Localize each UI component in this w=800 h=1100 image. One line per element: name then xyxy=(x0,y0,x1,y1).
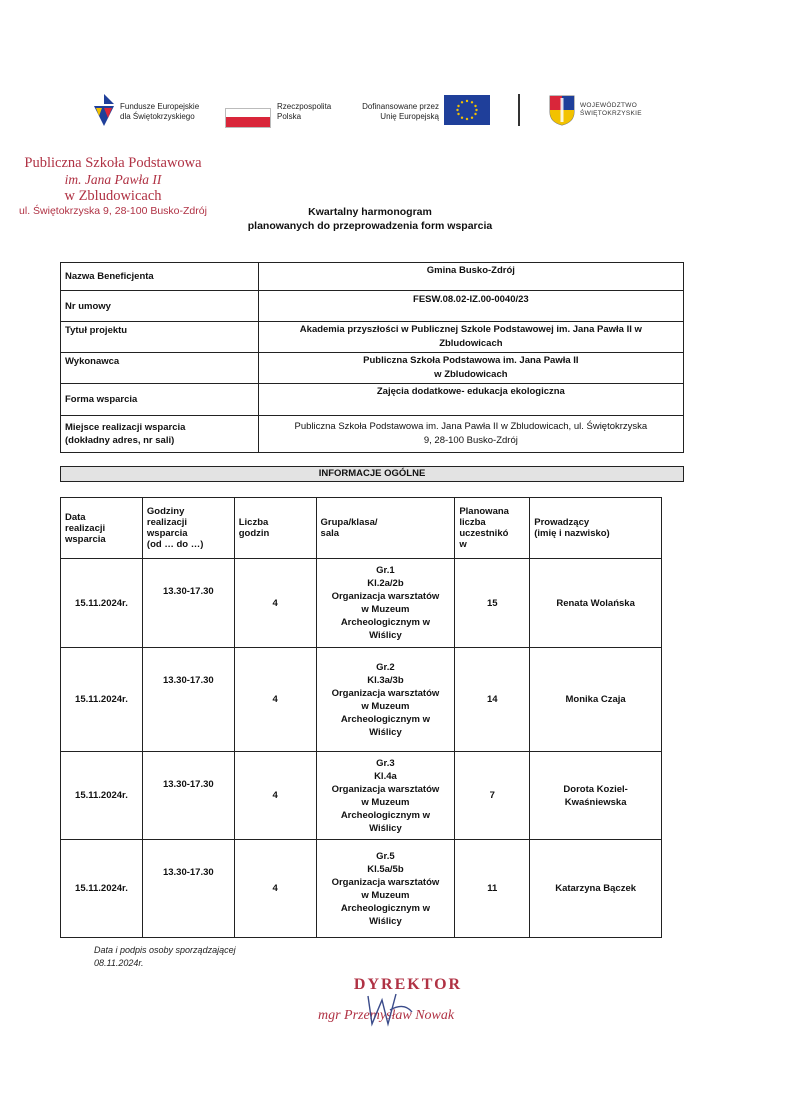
info-row xyxy=(61,384,684,416)
director-title: DYREKTOR xyxy=(353,976,463,993)
eu-flag-icon xyxy=(444,95,490,125)
school-stamp xyxy=(18,155,208,217)
info-value: FESW.08.02-IZ.00-0040/23 xyxy=(258,291,683,322)
header-line: Planowana xyxy=(459,506,509,517)
info-value-line2: Zbludowicach xyxy=(439,338,503,349)
cell-hours: 13.30-17.30 xyxy=(142,559,234,648)
info-value-line2: w Zbludowicach xyxy=(434,369,508,380)
cell-date: 15.11.2024r. xyxy=(61,840,143,938)
schedule-table xyxy=(60,497,662,938)
cell-group-line: Gr.3 xyxy=(376,757,395,769)
header-leader xyxy=(530,498,662,559)
cell-participants: 15 xyxy=(455,559,530,648)
cell-date: 15.11.2024r. xyxy=(61,752,143,840)
cell-leader xyxy=(530,840,662,938)
stamp-line1: Publiczna Szkoła Podstawowa xyxy=(24,155,202,171)
info-row xyxy=(61,291,684,322)
header-hours xyxy=(142,498,234,559)
info-value: Gmina Busko-Zdrój xyxy=(258,263,683,291)
info-value: Zajęcia dodatkowe- edukacja ekologiczna xyxy=(258,384,683,416)
header-date xyxy=(61,498,143,559)
cell-count: 4 xyxy=(234,648,316,752)
header-line: uczestnikó xyxy=(459,528,509,539)
cell-group-line: w Muzeum xyxy=(361,796,410,808)
header-line: realizacji xyxy=(65,522,106,534)
cell-leader-line: Kwaśniewska xyxy=(564,796,627,808)
header-line: Liczba xyxy=(238,517,269,528)
info-label: Miejsce realizacji wsparcia (dokładny adres, nr sali) xyxy=(61,416,259,453)
info-value-line1: Akademia przyszłości w Publicznej Szkole Podstawowej im. Jana Pawła II w xyxy=(299,324,642,335)
cell-hours: 13.30-17.30 xyxy=(142,840,234,938)
cell-group-line: Kl.5a/5b xyxy=(367,863,404,875)
cell-group-line: Wiślicy xyxy=(369,915,402,927)
stamp-line3: w Zbludowicach xyxy=(64,188,162,204)
director-signature-icon xyxy=(360,990,420,1030)
info-value xyxy=(258,416,683,453)
info-row xyxy=(61,263,684,291)
cell-date: 15.11.2024r. xyxy=(61,559,143,648)
info-table xyxy=(60,262,684,453)
info-value-line1: Publiczna Szkoła Podstawowa im. Jana Pawła II w Zbludowicach, ul. Świętokrzyska xyxy=(294,421,648,432)
info-label: Wykonawca xyxy=(61,353,259,384)
cell-count: 4 xyxy=(234,559,316,648)
cell-leader-line: Renata Wolańska xyxy=(556,597,635,609)
preparer-date: 08.11.2024r. xyxy=(94,958,144,968)
cell-group-line: Gr.1 xyxy=(376,565,395,576)
header-line: wsparcia xyxy=(146,528,188,539)
header-line: wsparcia xyxy=(65,533,106,545)
rp-flag-icon xyxy=(225,108,271,128)
document-title xyxy=(200,205,540,233)
cell-group-line: w Muzeum xyxy=(361,604,410,615)
rp-logo-line1: Rzeczpospolita xyxy=(277,102,332,111)
header-line: (imię i nazwisko) xyxy=(534,528,610,539)
header-line: w xyxy=(459,539,467,550)
schedule-row xyxy=(61,840,662,938)
cell-group-line: Wiślicy xyxy=(369,630,402,641)
title-line1: Kwartalny harmonogram xyxy=(308,206,432,218)
header-participants xyxy=(455,498,530,559)
info-label: Forma wsparcia xyxy=(61,384,259,416)
preparer-signature-block xyxy=(94,944,236,970)
director-name: mgr Przemysław Nowak xyxy=(318,1008,455,1023)
header-group xyxy=(316,498,455,559)
cell-group-line: Organizacja warsztatów xyxy=(331,783,440,795)
cell-leader xyxy=(530,648,662,752)
preparer-caption: Data i podpis osoby sporządzającej xyxy=(94,945,236,955)
header-line: liczba xyxy=(459,517,486,528)
woj-logo-line1: WOJEWÓDZTWO xyxy=(580,102,638,109)
stamp-line2: im. Jana Pawła II xyxy=(64,172,162,187)
header-line: Godziny xyxy=(146,506,185,517)
cell-group xyxy=(316,840,455,938)
header-line: realizacji xyxy=(146,517,188,528)
fe-logo-line2: dla Świętokrzyskiego xyxy=(120,112,195,121)
info-value xyxy=(258,353,683,384)
cell-leader xyxy=(530,559,662,648)
header-line: Prowadzący xyxy=(534,517,590,528)
cell-leader-line: Katarzyna Bączek xyxy=(555,883,637,894)
cell-group-line: Wiślicy xyxy=(369,822,402,834)
cell-group-line: Archeologicznym w xyxy=(340,617,431,628)
fe-logo-line1: Fundusze Europejskie xyxy=(120,102,200,111)
ue-logo-line2: Unię Europejską xyxy=(380,112,439,121)
cell-count: 4 xyxy=(234,840,316,938)
info-value xyxy=(258,322,683,353)
cell-group-line: Wiślicy xyxy=(369,726,402,738)
cell-participants: 7 xyxy=(455,752,530,840)
fundusze-europejskie-logo-icon xyxy=(92,94,116,126)
cell-count: 4 xyxy=(234,752,316,840)
stamp-line4: ul. Świętokrzyska 9, 28-100 Busko-Zdrój xyxy=(19,205,207,217)
cell-group-line: Organizacja warsztatów xyxy=(331,687,440,699)
logo-divider xyxy=(518,94,520,126)
header-line: Data xyxy=(65,511,86,523)
cell-hours: 13.30-17.30 xyxy=(142,648,234,752)
cell-group-line: Gr.2 xyxy=(376,661,395,673)
cell-group-line: Archeologicznym w xyxy=(340,902,431,914)
cell-group-line: w Muzeum xyxy=(361,889,410,901)
logo-strip xyxy=(90,90,650,130)
ue-logo-line1: Dofinansowane przez xyxy=(362,102,439,111)
header-line: sala xyxy=(320,528,340,539)
wojewodztwo-crest-icon xyxy=(548,94,576,126)
cell-leader xyxy=(530,752,662,840)
info-value-line1: Publiczna Szkoła Podstawowa im. Jana Pawła II xyxy=(363,355,579,366)
cell-leader-line: Dorota Koziel- xyxy=(563,783,628,795)
info-label: Nr umowy xyxy=(61,291,259,322)
cell-group-line: Organizacja warsztatów xyxy=(331,591,440,602)
info-row xyxy=(61,416,684,453)
header-line: godzin xyxy=(238,528,270,539)
cell-group-line: Kl.2a/2b xyxy=(367,578,404,589)
title-line2: planowanych do przeprowadzenia form wsparcia xyxy=(247,220,493,232)
header-line: (od … do …) xyxy=(146,539,204,550)
cell-participants: 11 xyxy=(455,840,530,938)
schedule-row xyxy=(61,559,662,648)
cell-date: 15.11.2024r. xyxy=(61,648,143,752)
section-banner: INFORMACJE OGÓLNE xyxy=(60,466,684,482)
info-label: Nazwa Beneficjenta xyxy=(61,263,259,291)
header-line: Grupa/klasa/ xyxy=(320,517,378,528)
info-label: Tytuł projektu xyxy=(61,322,259,353)
cell-leader-line: Monika Czaja xyxy=(565,694,626,705)
cell-group-line: Gr.5 xyxy=(376,850,395,862)
cell-group-line: Archeologicznym w xyxy=(340,809,431,821)
info-row xyxy=(61,322,684,353)
header-count xyxy=(234,498,316,559)
cell-group xyxy=(316,752,455,840)
woj-logo-line2: ŚWIĘTOKRZYSKIE xyxy=(580,110,642,117)
cell-group-line: Kl.3a/3b xyxy=(367,674,404,686)
cell-group xyxy=(316,648,455,752)
rp-logo-line2: Polska xyxy=(277,112,302,121)
cell-group xyxy=(316,559,455,648)
info-value-line2: 9, 28-100 Busko-Zdrój xyxy=(423,435,518,446)
schedule-row xyxy=(61,648,662,752)
cell-group-line: Organizacja warsztatów xyxy=(331,876,440,888)
cell-hours: 13.30-17.30 xyxy=(142,752,234,840)
cell-participants: 14 xyxy=(455,648,530,752)
cell-group-line: Archeologicznym w xyxy=(340,713,431,725)
cell-group-line: w Muzeum xyxy=(361,700,410,712)
schedule-header-row xyxy=(61,498,662,559)
schedule-row xyxy=(61,752,662,840)
cell-group-line: Kl.4a xyxy=(374,770,397,782)
info-row xyxy=(61,353,684,384)
